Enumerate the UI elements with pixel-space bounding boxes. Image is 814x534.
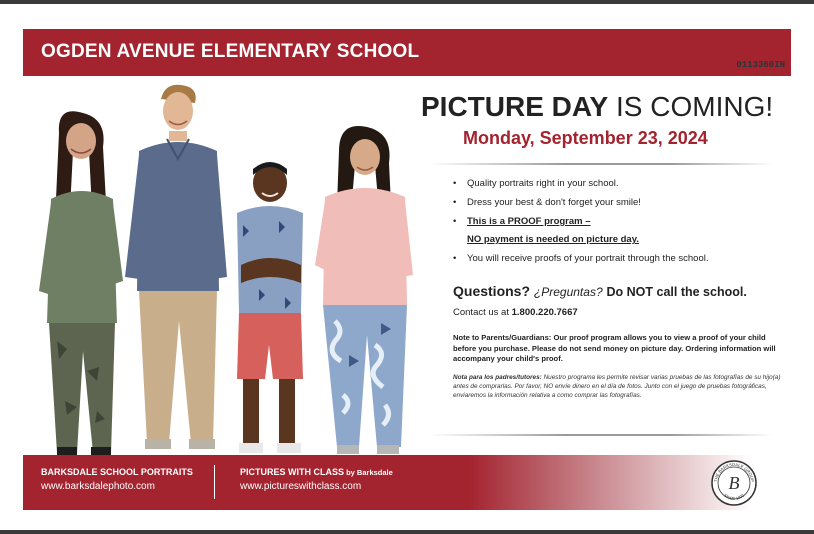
questions-line bbox=[453, 283, 747, 299]
note-english-label: Note to Parents/Guardians: bbox=[453, 333, 552, 342]
divider-top bbox=[428, 163, 773, 165]
school-name: OGDEN AVENUE ELEMENTARY SCHOOL bbox=[41, 41, 420, 62]
bullet-item-proof-cont bbox=[453, 233, 783, 252]
student-boy-blue-hoodie bbox=[121, 81, 229, 456]
students-photo bbox=[33, 81, 418, 456]
bullet-text: Dress your best & don't forget your smile! bbox=[467, 197, 641, 208]
note-english-text: Our proof program allows you to view a proof of your child before you purchase. Please do not send money on picture day. Ordering information will accompany your child's proof. bbox=[453, 333, 776, 363]
proof-program-line2: NO payment is needed on picture day. bbox=[467, 234, 639, 245]
headline bbox=[421, 91, 781, 123]
seal-bottom-text: SINCE 1932 bbox=[722, 492, 746, 502]
bullet-text: Quality portraits right in your school. bbox=[467, 178, 619, 189]
footer-pwc-url[interactable]: www.pictureswithclass.com bbox=[240, 481, 362, 492]
contact-prefix: Contact us at bbox=[453, 307, 512, 318]
top-rule bbox=[0, 0, 814, 4]
bullet-text: You will receive proofs of your portrait through the school. bbox=[467, 253, 709, 264]
footer-barksdale-title: BARKSDALE SCHOOL PORTRAITS bbox=[41, 467, 193, 477]
divider-bottom bbox=[428, 434, 773, 436]
proof-program-line1: This is a PROOF program – bbox=[467, 216, 591, 227]
footer-divider bbox=[214, 465, 215, 499]
bullet-item: • Quality portraits right in your school. bbox=[453, 178, 619, 189]
info-bullets bbox=[453, 177, 783, 271]
footer-barksdale-url[interactable]: www.barksdalephoto.com bbox=[41, 481, 155, 492]
student-boy-patterned-shirt bbox=[229, 161, 311, 456]
footer-pwc-title bbox=[240, 467, 393, 477]
contact-line bbox=[453, 307, 578, 318]
footer-pwc-by: by Barksdale bbox=[344, 468, 393, 477]
seal-top-text: THE BARKSDALE GROUP bbox=[713, 461, 756, 483]
flyer bbox=[23, 29, 791, 510]
footer-band bbox=[23, 455, 791, 510]
note-spanish-text: Nuestro programa les permite revisar varias pruebas de las fotografías de su hijo(a) antes de comprarlas. Por favor, NO envíe dinero en el día de fotos. Junto con el juego de pruebas fotográficas, enviaremos la información relativa a como comprar las fotografías. bbox=[453, 374, 781, 399]
footer-pictures-with-class bbox=[240, 467, 393, 492]
bullet-item-proof: • This is a PROOF program – bbox=[453, 216, 591, 227]
flyer-code: 0113360IN bbox=[736, 60, 785, 70]
note-spanish-label: Nota para los padres/tutores: bbox=[453, 374, 542, 381]
footer-barksdale bbox=[41, 467, 193, 492]
headline-picture-day: PICTURE DAY bbox=[421, 91, 609, 122]
headline-is-coming: IS COMING! bbox=[608, 91, 774, 122]
note-parents-english bbox=[453, 333, 783, 365]
bullet-item: • You will receive proofs of your portrait through the school. bbox=[453, 253, 709, 264]
student-girl-pink-sweater bbox=[315, 125, 415, 456]
contact-phone[interactable]: 1.800.220.7667 bbox=[511, 307, 578, 318]
student-girl-green-sweater bbox=[37, 111, 127, 456]
footer-pwc-name: PICTURES WITH CLASS bbox=[240, 467, 345, 477]
bullet-item: • Dress your best & don't forget your smile! bbox=[453, 197, 641, 208]
note-parents-spanish bbox=[453, 373, 783, 400]
header-band bbox=[23, 29, 791, 76]
do-not-call-warning: Do NOT call the school. bbox=[606, 285, 747, 299]
questions-label: Questions? bbox=[453, 283, 531, 299]
picture-day-date: Monday, September 23, 2024 bbox=[463, 128, 708, 148]
barksdale-seal-logo bbox=[710, 459, 758, 507]
bottom-rule bbox=[0, 530, 814, 534]
seal-letter: B bbox=[728, 473, 740, 493]
preguntas-label: ¿Preguntas? bbox=[533, 285, 603, 299]
